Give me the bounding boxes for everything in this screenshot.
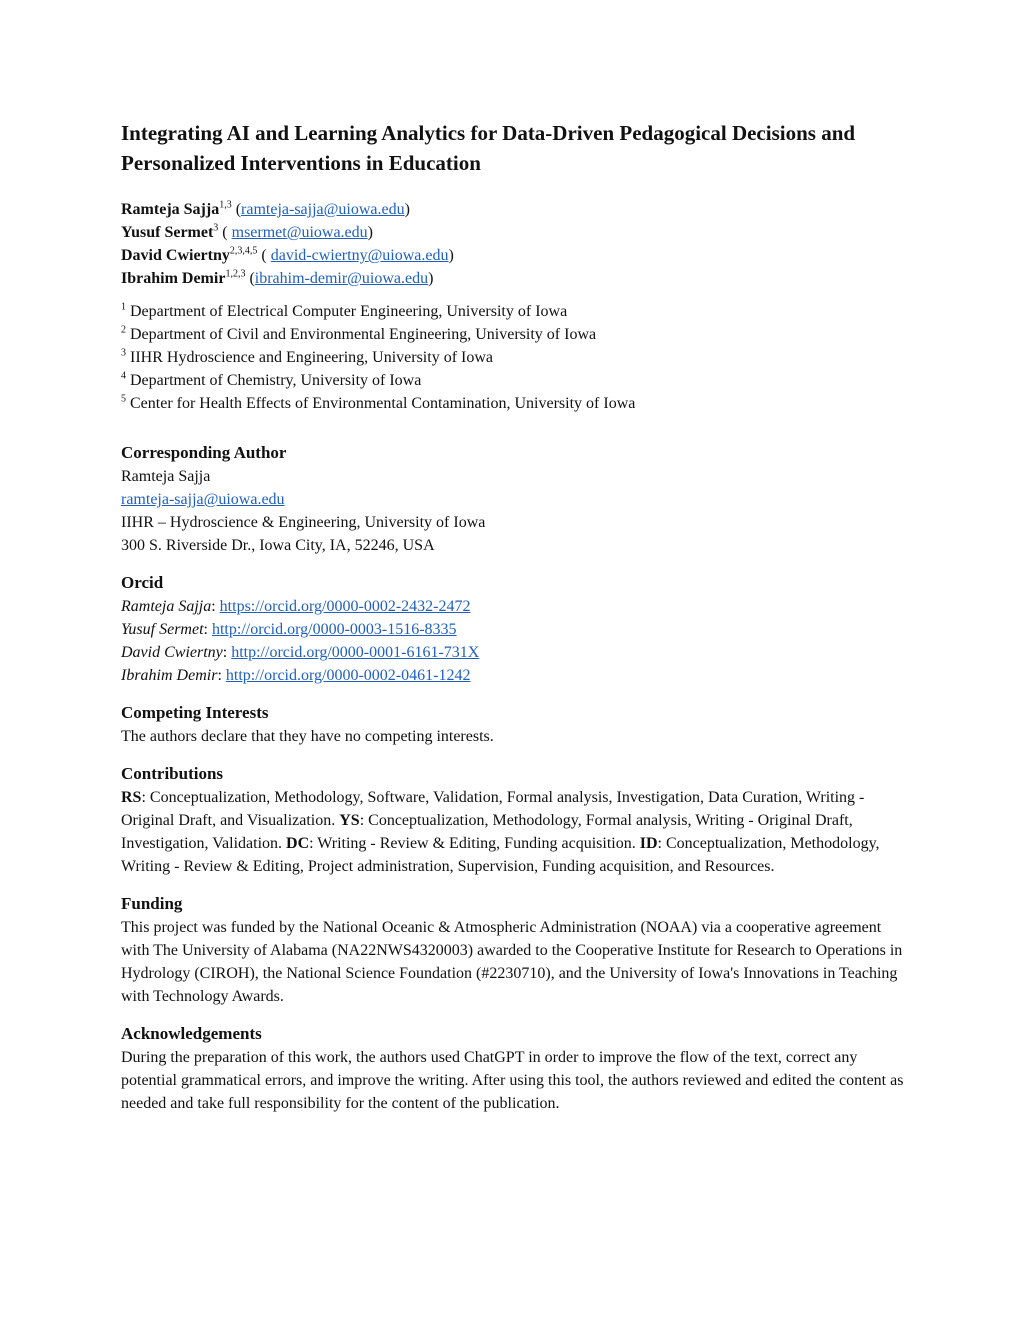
affiliation-text: Center for Health Effects of Environmental Contamination, University of Iowa bbox=[130, 395, 636, 412]
funding-text: This project was funded by the National Oceanic & Atmospheric Administration (NOAA) via a cooperative agreement with The University of Alabama (NA22NWS4320003) awarded to the Cooperative Institute for Research to Operations in Hydrology (CIROH), the National Science Foundation (#2230710), and the University of Iowa's Innovations in Teaching with Technology Awards. bbox=[121, 919, 903, 1005]
affiliation-text: IIHR Hydroscience and Engineering, University of Iowa bbox=[130, 349, 493, 366]
section-heading: Competing Interests bbox=[121, 703, 269, 722]
contribution-text: : Conceptualization, Methodology, Formal analysis, Writing - Original Draft, Investigation, Validation. bbox=[121, 812, 853, 852]
author-line: David Cwiertny$^{2,3,4,5}$ ( david-cwiertny@uiowa.edu) bbox=[121, 245, 454, 264]
corresponding-address: 300 S. Riverside Dr., Iowa City, IA, 52246, USA bbox=[121, 537, 435, 554]
affiliation-item bbox=[121, 392, 911, 415]
paper-title: Integrating AI and Learning Analytics for Data-Driven Pedagogical Decisions and Personalized Interventions in Education bbox=[121, 121, 856, 175]
author-line: Yusuf Sermet$^3$ ( msermet@uiowa.edu) bbox=[121, 222, 373, 241]
orcid-link[interactable]: http://orcid.org/0000-0003-1516-8335 bbox=[211, 621, 457, 638]
author-affil-sup: 3 bbox=[213, 222, 219, 234]
section-heading: Corresponding Author bbox=[121, 443, 287, 462]
acknowledgements-text: During the preparation of this work, the authors used ChatGPT in order to improve the flow of the text, correct any potential grammatical errors, and improve the writing. After using this tool, the authors reviewed and edited the content as needed and take full responsibility for the content of the publication. bbox=[121, 1049, 904, 1112]
author-email-link[interactable]: ibrahim-demir@uiowa.edu bbox=[254, 270, 429, 287]
orcid-link[interactable]: https://orcid.org/0000-0002-2432-2472 bbox=[219, 598, 471, 615]
corresponding-name: Ramteja Sajja bbox=[121, 468, 211, 485]
author-affil-sup: 2,3,4,5 bbox=[229, 245, 258, 257]
author-list bbox=[121, 198, 911, 290]
orcid-entry: Ramteja Sajja: https://orcid.org/0000-0002-2432-2472 bbox=[121, 598, 471, 615]
author-name: Ramteja Sajja bbox=[121, 201, 220, 218]
author-email-link[interactable]: david-cwiertny@uiowa.edu bbox=[270, 247, 449, 264]
affiliation-text: Department of Electrical Computer Engineering, University of Iowa bbox=[130, 303, 568, 320]
contribution-text: : Writing - Review & Editing, Funding acquisition. bbox=[309, 835, 640, 852]
affiliation-item bbox=[121, 323, 911, 346]
affiliation-number: 1 bbox=[121, 301, 126, 313]
author-name: Ibrahim Demir bbox=[121, 270, 226, 287]
orcid-section bbox=[121, 571, 911, 687]
author-line: Ibrahim Demir$^{1,2,3}$ (ibrahim-demir@uiowa.edu) bbox=[121, 268, 434, 287]
orcid-author-name: Ibrahim Demir bbox=[121, 667, 218, 684]
contributor-initials: RS bbox=[121, 789, 142, 806]
contributor-initials: DC bbox=[286, 835, 310, 852]
competing-interests-section bbox=[121, 701, 911, 748]
corresponding-author-section bbox=[121, 441, 911, 557]
author-email-link[interactable]: ramteja-sajja@uiowa.edu bbox=[241, 201, 405, 218]
orcid-link[interactable]: http://orcid.org/0000-0001-6161-731X bbox=[231, 644, 480, 661]
affiliation-list bbox=[121, 300, 911, 415]
affiliation-text: Department of Chemistry, University of Iowa bbox=[130, 372, 422, 389]
affiliation-item bbox=[121, 369, 911, 392]
funding-section bbox=[121, 892, 911, 1008]
contributor-initials: ID bbox=[639, 835, 658, 852]
contribution-text: : Conceptualization, Methodology, Writing - Review & Editing, Project administration, Supervision, Funding acquisition, and Resources. bbox=[121, 835, 880, 875]
orcid-entry: Ibrahim Demir: http://orcid.org/0000-0002-0461-1242 bbox=[121, 667, 471, 684]
author-affil-sup: 1,2,3 bbox=[225, 268, 246, 280]
author-email-link[interactable]: msermet@uiowa.edu bbox=[231, 224, 368, 241]
affiliation-number: 5 bbox=[121, 393, 126, 405]
contributor-initials: YS bbox=[339, 812, 360, 829]
affiliation-item bbox=[121, 346, 911, 369]
affiliation-number: 3 bbox=[121, 347, 126, 359]
author-name: David Cwiertny bbox=[121, 247, 230, 264]
orcid-author-name: Ramteja Sajja bbox=[121, 598, 212, 615]
affiliation-item bbox=[121, 300, 911, 323]
orcid-entry: David Cwiertny: http://orcid.org/0000-0001-6161-731X bbox=[121, 644, 480, 661]
contributions-section bbox=[121, 762, 911, 878]
contributions-text bbox=[121, 786, 911, 878]
corresponding-org: IIHR – Hydroscience & Engineering, University of Iowa bbox=[121, 514, 486, 531]
section-heading: Contributions bbox=[121, 764, 224, 783]
orcid-author-name: David Cwiertny bbox=[121, 644, 223, 661]
orcid-entry: Yusuf Sermet: http://orcid.org/0000-0003-1516-8335 bbox=[121, 621, 457, 638]
author-name: Yusuf Sermet bbox=[121, 224, 214, 241]
orcid-author-name: Yusuf Sermet bbox=[121, 621, 204, 638]
contribution-text: : Conceptualization, Methodology, Software, Validation, Formal analysis, Investigation, Data Curation, Writing - Original Draft, and Visualization. bbox=[121, 789, 865, 829]
section-heading: Funding bbox=[121, 894, 183, 913]
affiliation-number: 2 bbox=[121, 324, 126, 336]
paper-page bbox=[121, 118, 911, 1115]
acknowledgements-section bbox=[121, 1022, 911, 1115]
orcid-link[interactable]: http://orcid.org/0000-0002-0461-1242 bbox=[225, 667, 471, 684]
section-heading: Orcid bbox=[121, 573, 164, 592]
corresponding-email-link[interactable]: ramteja-sajja@uiowa.edu bbox=[121, 491, 285, 508]
affiliation-text: Department of Civil and Environmental Engineering, University of Iowa bbox=[130, 326, 597, 343]
author-affil-sup: 1,3 bbox=[219, 199, 232, 211]
affiliation-number: 4 bbox=[121, 370, 126, 382]
author-line: Ramteja Sajja$^{1,3}$ (ramteja-sajja@uiowa.edu) bbox=[121, 199, 410, 218]
section-heading: Acknowledgements bbox=[121, 1024, 262, 1043]
competing-interests-text: The authors declare that they have no competing interests. bbox=[121, 728, 494, 745]
